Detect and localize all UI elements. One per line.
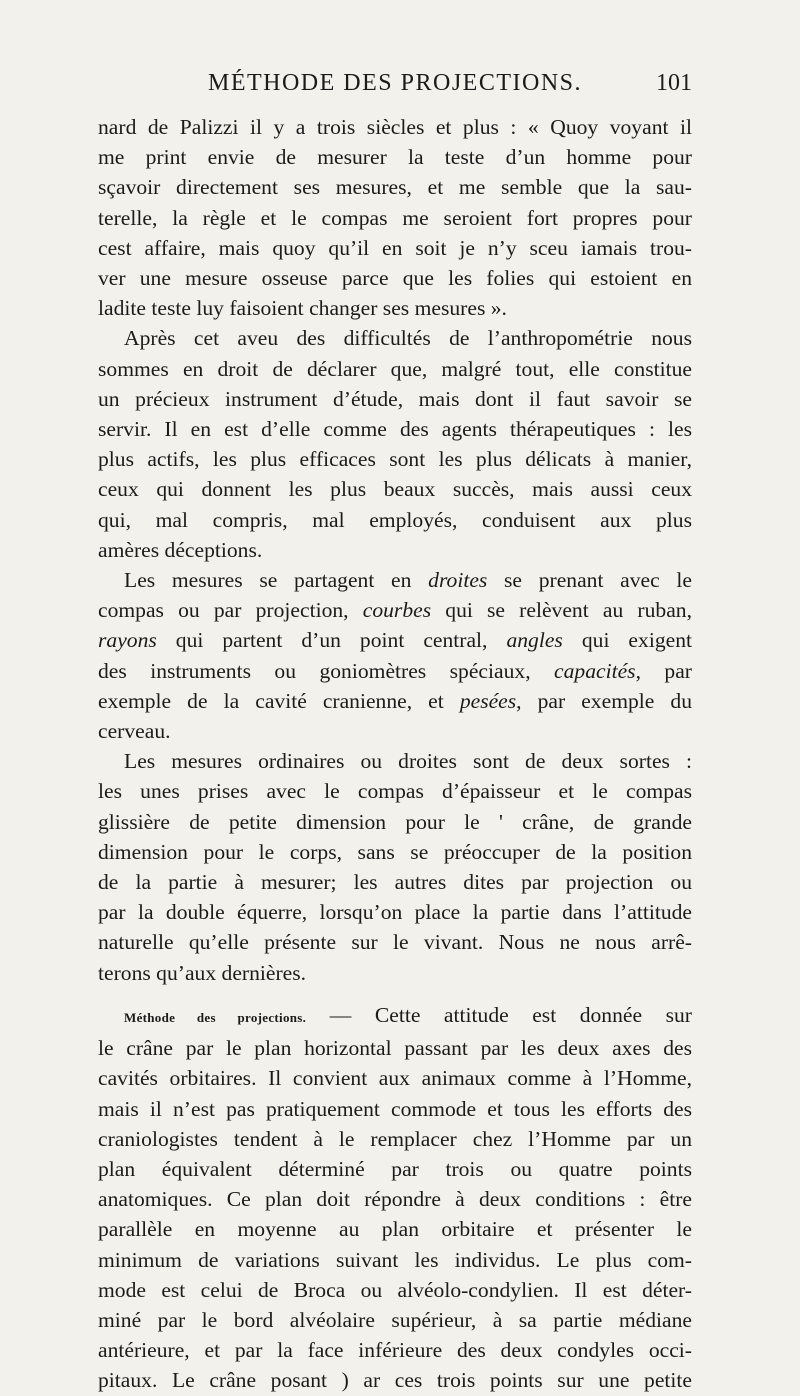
text-line: compas ou par projection, courbes qui se relèvent au ruban,: [98, 598, 692, 623]
text-line: parallèle en moyenne au plan orbitaire et présenter le: [98, 1217, 692, 1242]
text-line: ladite teste luy faisoient changer ses mesures ».: [98, 296, 507, 321]
italic-term: angles: [506, 628, 563, 653]
text-line: les unes prises avec le compas d’épaisseur et le compas: [98, 779, 692, 804]
running-title: MÉTHODE DES PROJECTIONS.: [207, 70, 582, 96]
section-run-in-heading: Méthode des projections.: [124, 1009, 307, 1025]
text-line: anatomiques. Ce plan doit répondre à deux conditions : être: [98, 1187, 692, 1212]
text-line: le crâne par le plan horizontal passant par les deux axes des: [98, 1036, 692, 1061]
italic-term: courbes: [362, 598, 432, 623]
text-line: miné par le bord alvéolaire supérieur, à sa partie médiane: [98, 1307, 692, 1332]
text-line: terelle, la règle et le compas me seroient fort propres pour: [98, 205, 692, 230]
text-line: minimum de variations suivant les individus. Le plus com-: [98, 1247, 692, 1272]
text-line: de la partie à mesurer; les autres dites par projection ou: [98, 870, 692, 895]
text-line: nard de Palizzi il y a trois siècles et plus : « Quoy voyant il: [98, 115, 692, 139]
body-text: [98, 112, 692, 1396]
text-line: cerveau.: [98, 719, 171, 744]
italic-term: pesées: [459, 688, 517, 713]
text-line: me print envie de mesurer la teste d’un homme pour: [98, 145, 692, 170]
text-line: mais il n’est pas pratiquement commode et tous les efforts des: [98, 1096, 692, 1121]
italic-term: capacités: [554, 658, 636, 683]
text-line: glissière de petite dimension pour le ' crâne, de grande: [98, 809, 692, 834]
page-number: 101: [656, 70, 692, 96]
text-line: mode est celui de Broca ou alvéolo-condylien. Il est déter-: [98, 1277, 692, 1302]
text-line: par la double équerre, lorsqu’on place la partie dans l’attitude: [98, 900, 692, 925]
text-line: des instruments ou goniomètres spéciaux, capacités, par: [98, 658, 692, 683]
text-line: Après cet aveu des difficultés de l’anthropométrie nous: [124, 326, 692, 351]
page-header: [98, 68, 692, 108]
text-line: amères déceptions.: [98, 537, 263, 562]
text-line: dimension pour le corps, sans se préoccuper de la position: [98, 839, 692, 864]
text-line: sçavoir directement ses mesures, et me semble que la sau-: [98, 175, 692, 200]
text-line: plus actifs, les plus efficaces sont les plus délicats à manier,: [98, 447, 692, 472]
text-line: Les mesures ordinaires ou droites sont de deux sortes :: [124, 749, 692, 774]
text-line: sommes en droit de déclarer que, malgré tout, elle constitue: [98, 356, 692, 381]
text-line: cavités orbitaires. Il convient aux animaux comme à l’Homme,: [98, 1066, 692, 1091]
text-line: Méthode des projections. — Cette attitude est donnée sur: [124, 1002, 692, 1027]
text-line: rayons qui partent d’un point central, angles qui exigent: [98, 628, 692, 653]
text-line: exemple de la cavité cranienne, et pesées, par exemple du: [98, 688, 693, 713]
text-line: antérieure, et par la face inférieure des deux condyles occi-: [98, 1338, 692, 1363]
text-line: naturelle qu’elle présente sur le vivant. Nous ne nous arrê-: [98, 930, 692, 955]
text-line: plan équivalent déterminé par trois ou quatre points: [98, 1156, 692, 1181]
text-line: qui, mal compris, mal employés, conduisent aux plus: [98, 507, 692, 532]
italic-term: rayons: [98, 628, 157, 653]
text-line: cest affaire, mais quoy qu’il en soit je n’y sceu iamais trou-: [98, 235, 692, 260]
text-line: craniologistes tendent à le remplacer chez l’Homme par un: [98, 1126, 692, 1151]
italic-term: droites: [428, 568, 488, 593]
text-line: ceux qui donnent les plus beaux succès, mais aussi ceux: [98, 477, 692, 502]
text-line: servir. Il en est d’elle comme des agents thérapeutiques : les: [98, 417, 692, 442]
text-line: terons qu’aux dernières.: [98, 960, 307, 985]
text-line: un précieux instrument d’étude, mais dont il faut savoir se: [98, 386, 692, 411]
text-line: Les mesures se partagent en droites se prenant avec le: [124, 568, 692, 593]
text-line: pitaux. Le crâne posant ) ar ces trois points sur une petite: [98, 1368, 692, 1393]
text-line: ver une mesure osseuse parce que les folies qui estoient en: [98, 266, 692, 291]
